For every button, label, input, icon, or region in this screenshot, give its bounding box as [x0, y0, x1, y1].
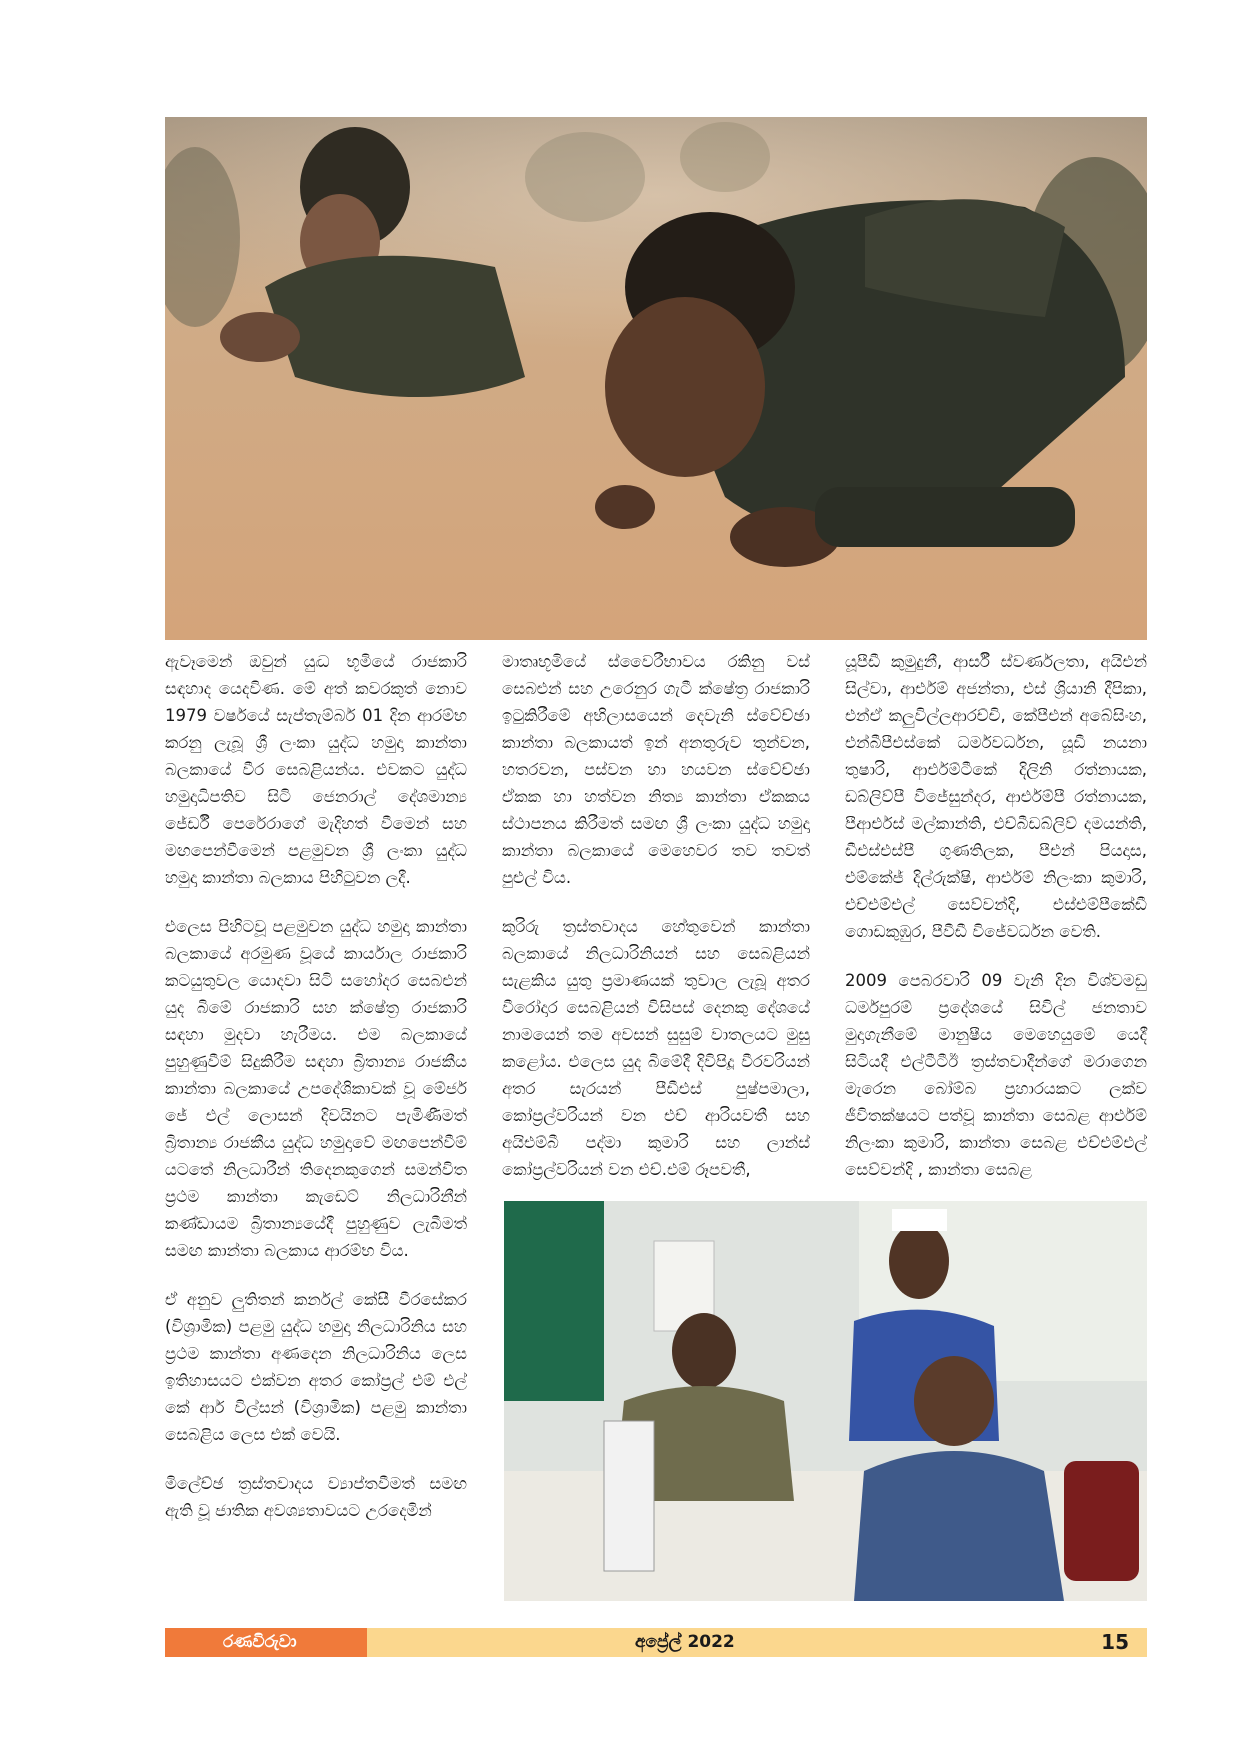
- magazine-name: රණවිරුවා: [165, 1628, 367, 1657]
- paragraph: යූපීඩී කුමුදුනී, ආර්සී ස්වර්ණලතා, අයිඑන් සිල්වා, ආර්එම් අජන්තා, එස් ශ්‍රියානි දීපිකා, එන්ඒ කලුවිල්ලආරච්චි, කේපීඑන් අබේසිංහ, එන්බීපීඑස්කේ ධර්මවර්ධන, යූඩී නයනා තුෂාරි, ආර්එම්ටීකේ දිලිනි රත්නායක, ඩබ්ලිව්පී විජේසුන්දර, ආර්එම්පී රත්නායක, පීආර්එස් මල්කාන්ති, එච්බීඩබ්ලිව් දමයන්ති, ඩීඑස්එස්පී ගුණතිලක, පීඑන් පියදාස, එම්කේජ් දිල්රුක්ෂි, ආර්එම් නිලංකා කුමාරි, එච්එම්එල් සෙව්වන්දි, එස්එම්පීකේඩී ගොඩකුඹුර, පීවීඩී විජේවර්ධන වෙති.: [845, 652, 1147, 941]
- issue-date: අප්‍රේල් 2022: [635, 1632, 735, 1652]
- text-column-3: [845, 648, 1147, 1205]
- top-photo-soldiers-crawling: [165, 117, 1147, 640]
- paragraph: ඒ අනුව ලුතිතන් කර්නල් කේසී වීරසේකර (විශ්‍රාමික) පළමු යුද්ධ හමුදා නිලධාරිනිය සහ ප්‍රථම කාන්තා අණදෙන නිලධාරිනිය ලෙස ඉතිහාසයට එක්වන අතර කෝප්‍රල් එම් එල් කේ ආර් විල්සන් (විශ්‍රාමික) පළමු කාන්තා සෙබළිය ලෙස එක් වෙයි.: [165, 1290, 467, 1444]
- text-column-2: [502, 648, 810, 1205]
- paragraph: මාතෘභූමියේ ස්වෛරීභාවය රකිනු වස් සෙබළුන් සහ උරෙනුර ගැටී ක්ෂේත්‍ර රාජකාරි ඉටුකිරීමේ අභිලාසයෙන් දෙවැනි ස්වේච්ඡා කාන්තා බලකායත් ඉන් අනතුරුව තුන්වන, හතරවන, පස්වන හා හයවන ස්වේච්ඡා ඒකක හා හත්වන නිත්‍ය කාන්තා ඒකකය ස්ථාපනය කිරීමත් සමඟ ශ්‍රී ලංකා යුද්ධ හමුදා කාන්තා බලකායේ මෙහෙවර තව තවත් පුළුල් විය.: [502, 652, 810, 887]
- paragraph: එලෙස පිහිටවූ පළමුවන යුද්ධ හමුදා කාන්තා බලකායේ අරමුණ වූයේ කාර්යාල රාජකාරි කටයුතුවල යොදවා සිටි සහෝදර සෙබළුන් යුද බිමේ රාජකාරි සහ ක්ෂේත්‍ර රාජකාරි සඳහා මුදවා හැරීමය. එම බලකායේ පුහුණුවීම් සිදුකිරීම සඳහා බ්‍රිතාන්‍ය රාජකීය කාන්තා බලකායේ උපදේශිකාවක් වූ මේජර් ජේ එල් ලොසන් දිවයිනට පැමිණීමත් බ්‍රිතාන්‍ය රාජකීය යුද්ධ හමුදාවේ මඟපෙන්වීම් යටතේ නිලධාරීන් තිදෙනකුගෙන් සමන්විත ප්‍රථම කාන්තා කැඩෙට් නිලධාරිනීන් කණ්ඩායම බ්‍රිතාන්‍යයේදී පුහුණුව ලැබීමත් සමඟ කාන්තා බලකාය ආරම්භ විය.: [165, 917, 467, 1260]
- paragraph: ඇවෑමෙන් ඔවුන් යුද්‍ධ භූමියේ රාජකාරි සඳහාද යෙදවිණ. මේ අත් කවරකුත් නොව 1979 වර්ෂයේ සැප්තැම්බර් 01 දින ආරම්භ කරනු ලැබූ ශ්‍රී ලංකා යුද්ධ හමුදා කාන්තා බලකායේ වීර සෙබළියන්ය. එවකට යුද්ධ හමුදාධිපතිව සිටි ජෙනරාල් දේශමාන්‍ය ජේ‍ර්ඩී පෙරේරාගේ මැදිහත් වීමෙන් සහ මඟපෙන්වීමෙන් පළමුවන ශ්‍රී ලංකා යුද්ධ හමුදා කාන්තා බලකාය පිහිටුවන ලදී.: [165, 652, 467, 887]
- paragraph: 2009 පෙබරවාරි 09 වැනි දින විශ්වමඩු ධර්මපුරම් ප්‍රදේශයේ සිවිල් ජනතාව මුදාගැනීමේ මානුෂීය මෙහෙයුමේ යෙදී සිටියදී එල්ටීටීඊ ත්‍රස්තවාදීන්ගේ මරාගෙන මැරෙන බෝම්බ ප්‍රහාරයකට ලක්ව ජීවිතක්ෂයට පත්වූ කාන්තා සෙබළ ආර්එම් නිලංකා කුමාරි, කාන්තා සෙබළ එච්එම්එල් සෙව්වන්දි , කාන්තා සෙබළ: [845, 971, 1147, 1179]
- bottom-photo-medical-check: [504, 1201, 1147, 1601]
- text-column-1: [165, 648, 467, 1546]
- paragraph: මිලේච්ඡ ත්‍රස්තවාදය ව්‍යාප්තවීමත් සමඟ ඇති වූ ජාතික අවශ්‍යතාවයට උරදෙමින්: [165, 1474, 467, 1520]
- page-footer: [165, 1628, 1147, 1657]
- footer-bar: [367, 1628, 1147, 1657]
- paragraph: කුරිරු ත්‍රස්තවාදය හේතුවෙන් කාන්තා බලකායේ නිලධාරිනියන් සහ සෙබළියන් සැළකිය යුතු ප්‍රමාණයක් තුවාල ලැබූ අතර වීරෝදාර සෙබළියන් විසිපස් දෙනකු දේශයේ නාමයෙන් තම අවසන් සුසුම් වාතලයට මුසු කළෝය. එලෙස යුද බිමේදී දිවිපිදූ වීරවරියන් අතර සැරයන් පීඩීඑස් පුෂ්පමාලා, කෝප්‍රල්වරියන් වන එච් ආරියවතී සහ අයිඑම්බී පද්මා කුමාරි සහ ලාන්ස් කෝප්‍රල්වරියන් වන එච්.එම් රූපවතී,: [502, 917, 810, 1179]
- page-number: 15: [1101, 1630, 1129, 1654]
